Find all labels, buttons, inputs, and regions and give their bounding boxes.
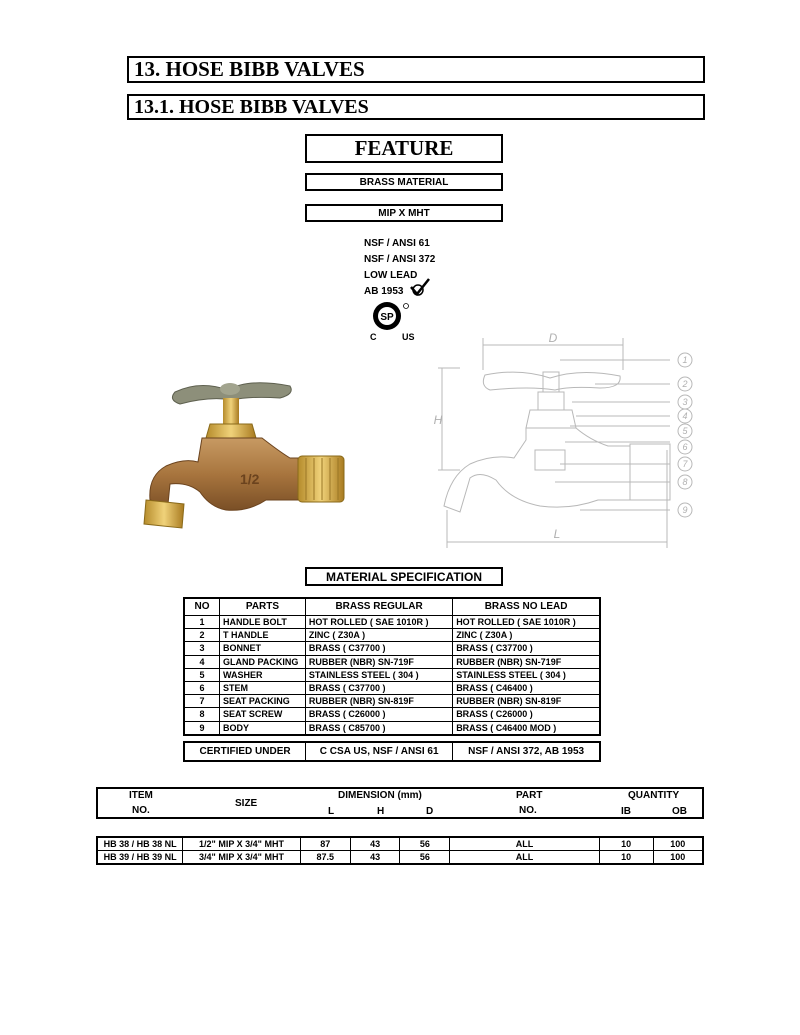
cell: 2 xyxy=(184,629,220,642)
certified-no-lead: NSF / ANSI 372, AB 1953 xyxy=(453,742,600,761)
dim-h-header: H xyxy=(377,806,385,817)
dim-h-label: H xyxy=(433,413,443,427)
valve-size-marking: 1/2 xyxy=(240,471,260,487)
certified-label: CERTIFIED UNDER xyxy=(184,742,306,761)
col-brass-regular: BRASS REGULAR xyxy=(305,598,452,616)
table-row xyxy=(184,721,600,735)
cell: 56 xyxy=(400,851,450,865)
table-row xyxy=(184,642,600,655)
item-label: ITEM xyxy=(129,790,153,801)
callout-9: 9 xyxy=(682,505,688,515)
callout-4: 4 xyxy=(682,411,688,421)
cell: BRASS ( C26000 ) xyxy=(453,708,600,721)
table-row xyxy=(184,629,600,642)
table-row xyxy=(97,837,703,851)
certified-under-row xyxy=(183,741,601,762)
dim-l-header: L xyxy=(328,806,335,817)
cell: STAINLESS STEEL ( 304 ) xyxy=(305,668,452,681)
cell: 56 xyxy=(400,837,450,851)
cell: 43 xyxy=(350,851,400,865)
table-row xyxy=(184,655,600,668)
cell: 87.5 xyxy=(300,851,350,865)
cell: SEAT SCREW xyxy=(220,708,306,721)
cell: ALL xyxy=(450,837,599,851)
cell: RUBBER (NBR) SN-819F xyxy=(453,695,600,708)
qty-ob-label: OB xyxy=(672,806,687,817)
cell: 7 xyxy=(184,695,220,708)
item-no-label: NO. xyxy=(132,805,150,816)
callout-6: 6 xyxy=(682,442,688,452)
cell: RUBBER (NBR) SN-719F xyxy=(305,655,452,668)
callout-1: 1 xyxy=(682,355,688,365)
csa-us-label: US xyxy=(402,332,415,342)
cell: 8 xyxy=(184,708,220,721)
cell: ZINC ( Z30A ) xyxy=(305,629,452,642)
cell: 10 xyxy=(599,851,653,865)
csa-mark: SP xyxy=(380,312,394,323)
cell: BRASS ( C46400 ) xyxy=(453,681,600,694)
table-row xyxy=(97,851,703,865)
cell: WASHER xyxy=(220,668,306,681)
cell: BRASS ( C37700 ) xyxy=(453,642,600,655)
material-spec-title: MATERIAL SPECIFICATION xyxy=(305,567,503,586)
cell: BONNET xyxy=(220,642,306,655)
cell: BRASS ( C37700 ) xyxy=(305,642,452,655)
cell: HB 38 / HB 38 NL xyxy=(97,837,183,851)
cell: 100 xyxy=(653,837,703,851)
cell: 3/4" MIP X 3/4" MHT xyxy=(183,851,301,865)
cert-low-lead: LOW LEAD xyxy=(364,270,418,281)
table-row xyxy=(184,616,600,629)
cell: BRASS ( C26000 ) xyxy=(305,708,452,721)
cert-nsf61: NSF / ANSI 61 xyxy=(364,238,430,249)
cell: SEAT PACKING xyxy=(220,695,306,708)
csa-logo xyxy=(368,300,418,344)
cert-ab1953: AB 1953 xyxy=(364,286,404,297)
callout-8: 8 xyxy=(682,477,688,487)
subsection-heading: 13.1. HOSE BIBB VALVES xyxy=(127,94,705,120)
qty-ib-label: IB xyxy=(621,806,631,817)
technical-drawing xyxy=(430,330,700,552)
cell: 6 xyxy=(184,681,220,694)
table-row xyxy=(184,708,600,721)
cell: BRASS ( C46400 MOD ) xyxy=(453,721,600,735)
cell: HANDLE BOLT xyxy=(220,616,306,629)
cell: GLAND PACKING xyxy=(220,655,306,668)
product-photo xyxy=(140,372,355,532)
part-no-label: NO. xyxy=(519,805,537,816)
dimension-header xyxy=(96,787,704,819)
checkmark-icon xyxy=(408,277,432,299)
cell: STAINLESS STEEL ( 304 ) xyxy=(453,668,600,681)
cell: 1/2" MIP X 3/4" MHT xyxy=(183,837,301,851)
cell: RUBBER (NBR) SN-719F xyxy=(453,655,600,668)
cell: 4 xyxy=(184,655,220,668)
cell: 43 xyxy=(350,837,400,851)
certified-regular: C CSA US, NSF / ANSI 61 xyxy=(306,742,453,761)
col-parts: PARTS xyxy=(220,598,306,616)
callout-7: 7 xyxy=(682,459,688,469)
cell: HOT ROLLED ( SAE 1010R ) xyxy=(453,616,600,629)
cell: STEM xyxy=(220,681,306,694)
col-no: NO xyxy=(184,598,220,616)
cell: RUBBER (NBR) SN-819F xyxy=(305,695,452,708)
callout-3: 3 xyxy=(682,397,688,407)
material-header-row xyxy=(184,598,600,616)
dim-d-header: D xyxy=(426,806,434,817)
cell: 1 xyxy=(184,616,220,629)
dimension-table xyxy=(96,836,704,865)
cell: ZINC ( Z30A ) xyxy=(453,629,600,642)
cell: BODY xyxy=(220,721,306,735)
section-heading: 13. HOSE BIBB VALVES xyxy=(127,56,705,83)
cell: T HANDLE xyxy=(220,629,306,642)
material-table xyxy=(183,597,601,736)
feature-brass-material: BRASS MATERIAL xyxy=(305,173,503,191)
cell: 87 xyxy=(300,837,350,851)
quantity-label: QUANTITY xyxy=(628,790,680,801)
table-row xyxy=(184,681,600,694)
dimension-label: DIMENSION (mm) xyxy=(338,790,422,801)
cell: 10 xyxy=(599,837,653,851)
cell: 100 xyxy=(653,851,703,865)
dim-l-label: L xyxy=(553,527,561,541)
feature-connection: MIP X MHT xyxy=(305,204,503,222)
csa-c-label: C xyxy=(370,332,377,342)
cell: 9 xyxy=(184,721,220,735)
cell: 5 xyxy=(184,668,220,681)
cell: 3 xyxy=(184,642,220,655)
col-brass-no-lead: BRASS NO LEAD xyxy=(453,598,600,616)
callout-2: 2 xyxy=(682,379,688,389)
part-label: PART xyxy=(516,790,543,801)
cell: HOT ROLLED ( SAE 1010R ) xyxy=(305,616,452,629)
cell: HB 39 / HB 39 NL xyxy=(97,851,183,865)
feature-title: FEATURE xyxy=(305,134,503,163)
cell: ALL xyxy=(450,851,599,865)
size-label: SIZE xyxy=(235,798,258,809)
table-row xyxy=(184,668,600,681)
callout-5: 5 xyxy=(682,426,688,436)
cert-nsf372: NSF / ANSI 372 xyxy=(364,254,436,265)
cell: BRASS ( C37700 ) xyxy=(305,681,452,694)
cell: BRASS ( C85700 ) xyxy=(305,721,452,735)
dim-d-label: D xyxy=(548,331,558,345)
table-row xyxy=(184,695,600,708)
